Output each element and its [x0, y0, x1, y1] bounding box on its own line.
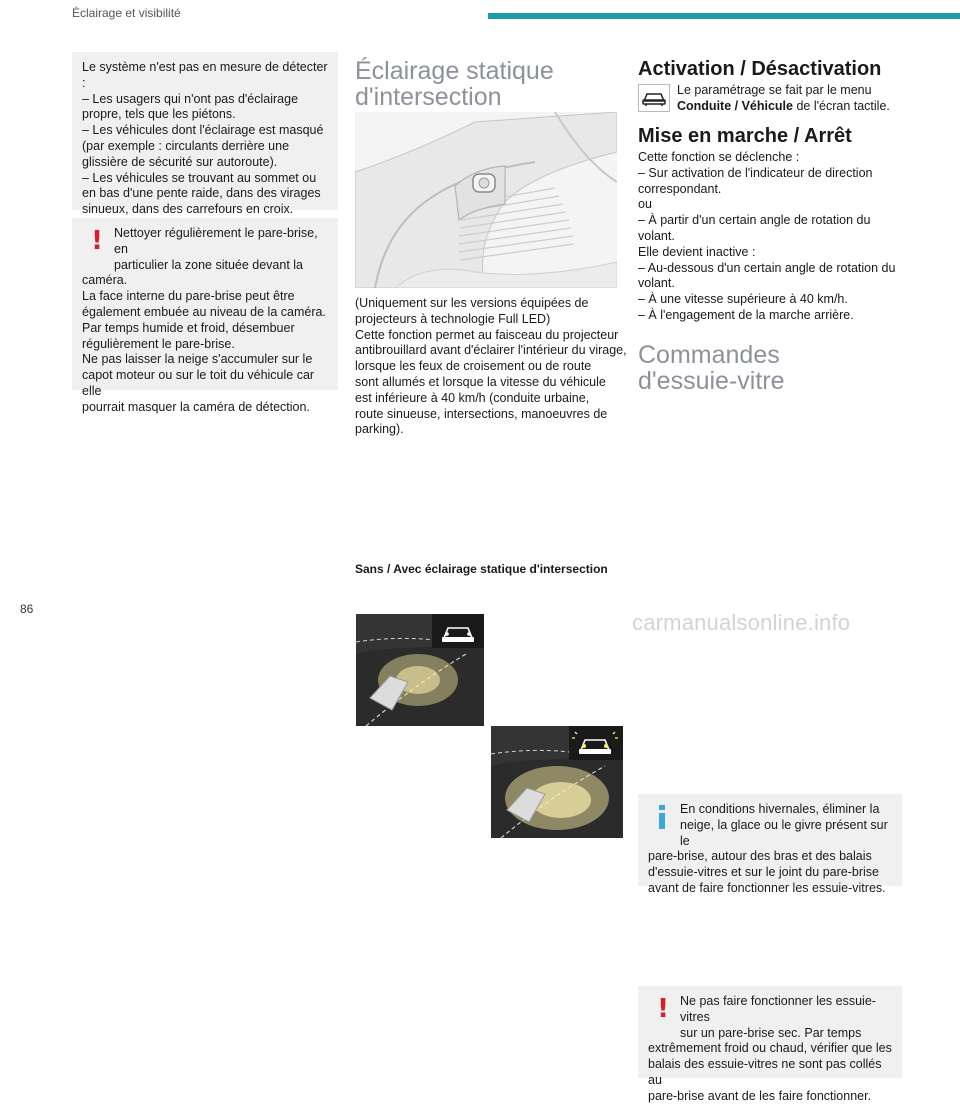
text-line: capot moteur ou sur le toit du véhicule car elle	[82, 368, 315, 398]
header-accent-bar	[488, 13, 960, 19]
text-line: en bas d'une pente raide, dans des virages	[82, 186, 321, 201]
detection-limits-box	[72, 52, 338, 217]
text-line: est inférieure à 40 km/h (conduite urbaine,	[355, 390, 590, 405]
text-line: – À partir d'un certain angle de rotation du	[638, 213, 871, 228]
text-line: ou	[638, 197, 652, 212]
text-line: Le système n'est pas en mesure de détecter :	[82, 60, 328, 90]
text-line: avant de faire fonctionner les essuie-vitres.	[648, 880, 886, 895]
text-line: Le paramétrage se fait par le menu	[677, 83, 872, 97]
text-line: Ne pas faire fonctionner les essuie-vitres	[680, 994, 876, 1024]
photo-with-cornering-light	[491, 726, 623, 838]
text-line: Ne pas laisser la neige s'accumuler sur le	[82, 352, 313, 367]
static-cornering-light-description	[355, 296, 627, 438]
info-icon-drawing	[652, 803, 672, 831]
text-line: particulier la zone située devant la	[114, 257, 304, 272]
page-number: 86	[20, 602, 34, 616]
text-line: – Au-dessous d'un certain angle de rotation du	[638, 260, 896, 275]
windscreen-warning-text	[82, 226, 328, 416]
text-line: volant.	[638, 276, 675, 291]
text-line: extrêmement froid ou chaud, vérifier que les	[648, 1041, 892, 1056]
windscreen-warning-box	[72, 218, 338, 414]
wiper-controls-title	[638, 342, 908, 394]
text-line: balais des essuie-vitres ne sont pas collés au	[648, 1057, 882, 1087]
fog-lamp-drawing	[355, 112, 617, 288]
text-line: pare-brise avant de les faire fonctionner.	[648, 1088, 872, 1103]
text-line: – Les véhicules se trouvant au sommet ou	[82, 170, 317, 185]
static-cornering-light-title	[355, 58, 625, 110]
text-line: Cette fonction se déclenche :	[638, 150, 800, 164]
text-line: volant.	[638, 228, 675, 243]
text-line: En conditions hivernales, éliminer la	[680, 802, 880, 816]
text-line: Cette fonction permet au faisceau du projecteur	[355, 327, 619, 342]
source-watermark: carmanualsonline.info	[632, 610, 851, 635]
text-line: propre, tels que les piétons.	[82, 107, 236, 122]
running-header: Éclairage et visibilité	[72, 6, 181, 20]
text-line: – Les véhicules dont l'éclairage est masqué	[82, 123, 324, 138]
start-stop-text	[638, 150, 910, 324]
start-stop-title: Mise en marche / Arrêt	[638, 125, 852, 147]
text-line: pare-brise, autour des bras et des balais	[648, 849, 872, 864]
title-line: Éclairage statique	[355, 57, 554, 85]
text-line: régulièrement le pare-brise.	[82, 336, 235, 351]
text-line: sur un pare-brise sec. Par temps	[680, 1025, 862, 1040]
text-line: également embuée au niveau de la caméra.	[82, 304, 326, 319]
winter-info-text	[648, 802, 892, 897]
dry-windscreen-warning-text	[648, 994, 892, 1105]
text-line: projecteurs à technologie Full LED)	[355, 311, 551, 326]
text-line: – À une vitesse supérieure à 40 km/h.	[638, 292, 848, 307]
title-line: Commandes	[638, 341, 780, 369]
text-line: Elle devient inactive :	[638, 244, 756, 259]
text-fragment: de l'écran tactile.	[793, 98, 890, 113]
text-line: (par exemple : circulants derrière une	[82, 138, 290, 153]
car-settings-icon	[638, 84, 670, 112]
dry-windscreen-warning-box	[638, 986, 902, 1103]
text-line: route sinueuse, intersections, manoeuvres de	[355, 406, 608, 421]
text-line: – Les usagers qui n'ont pas d'éclairage	[82, 91, 299, 106]
text-line: sont allumés et lorsque la vitesse du véhicule	[355, 374, 606, 389]
menu-path: Conduite / Véhicule	[677, 98, 793, 113]
night-road-with-drawing	[491, 726, 623, 838]
detection-limits-text	[82, 60, 328, 218]
text-line	[677, 99, 917, 115]
activation-title: Activation / Désactivation	[638, 58, 882, 80]
photo-without-cornering-light	[356, 614, 484, 726]
text-line: pourrait masquer la caméra de détection.	[82, 399, 310, 414]
info-icon	[652, 803, 672, 831]
fog-lamp-illustration	[355, 112, 617, 288]
car-settings-icon-drawing	[638, 84, 670, 112]
text-line: correspondant.	[638, 181, 722, 196]
text-line: – Sur activation de l'indicateur de direction	[638, 165, 873, 180]
text-line: lorsque les feux de croisement ou de route	[355, 359, 592, 374]
text-line: neige, la glace ou le givre présent sur le	[680, 817, 888, 848]
night-road-without-drawing	[356, 614, 484, 726]
winter-info-box	[638, 794, 902, 895]
activation-text	[677, 83, 917, 115]
title-line: d'essuie-vitre	[638, 367, 785, 395]
text-line: d'essuie-vitres et sur le joint du pare-brise	[648, 865, 879, 880]
warning-exclamation-icon: !	[657, 994, 669, 1024]
text-line: glissière de sécurité sur autoroute).	[82, 154, 278, 169]
text-line: La face interne du pare-brise peut être	[82, 289, 295, 304]
text-line: antibrouillard avant d'éclairer l'intérieur du virage,	[355, 343, 627, 358]
text-line: – À l'engagement de la marche arrière.	[638, 307, 854, 322]
text-line: (Uniquement sur les versions équipées de	[355, 296, 589, 310]
text-line: sinueux, dans des carrefours en croix.	[82, 202, 294, 217]
text-line: Par temps humide et froid, désembuer	[82, 320, 295, 335]
photos-caption: Sans / Avec éclairage statique d'intersection	[355, 562, 608, 576]
text-line: caméra.	[82, 273, 128, 288]
text-line: Nettoyer régulièrement le pare-brise, en	[114, 226, 318, 256]
title-line: d'intersection	[355, 83, 502, 111]
warning-exclamation-icon: !	[91, 226, 103, 256]
text-line: parking).	[355, 422, 404, 437]
